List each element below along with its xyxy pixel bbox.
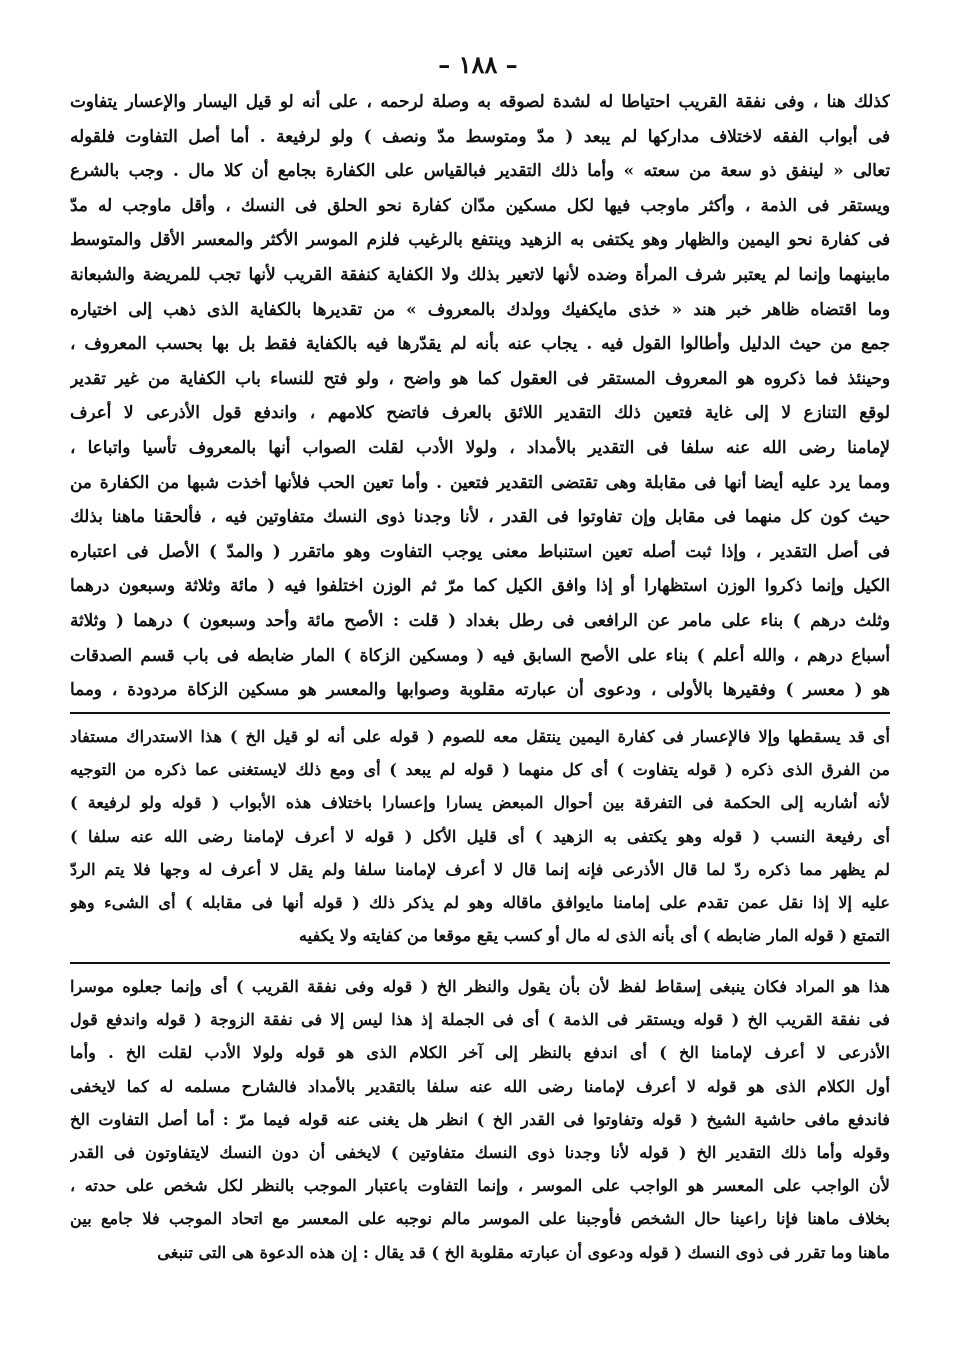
main-line: لإمامنا رضى الله عنه سلفا فى التقدير بالأمداد ، ولولا الأدب لقلت الصواب أنها بالمعروف تأسيا واتباعا ، [70,436,890,457]
main-line: لوقع التنازع لا إلى غاية فتعين ذلك التقدير اللائق بالعرف فاتضح كلامهم ، واندفع قول الأذرعى لا أعرف [70,402,890,423]
note1-line: أى رفيعة النسب ( قوله وهو يكتفى به الزهيد ) أى قليل الأكل ( قوله لا أعرف لإمامنا رضى الله عنه سلفا ) [70,826,890,846]
note1-line: أى قد يسقطها وإلا فالإعسار فى كفارة اليمين ينتقل معه للصوم ( قوله على أنه لو قيل الخ ) هذا الاستدراك مستفاد [70,727,890,746]
note2-line: الأذرعى لا أعرف لإمامنا الخ ) أى اندفع بالنظر إلى آخر الكلام الذى هو قوله ولولا الأدب لقلت الخ . وأما [70,1043,890,1063]
main-line: جمع من حيث الدليل وأطالوا القول فيه . يجاب عنه بأنه لم يقدّرها فيه بالكفاية فقط بل بها بحسب المعروف ، [70,333,890,354]
note2-line: بخلاف ماهنا فإنا راعينا حال الشخص فأوجبنا على الموسر مالم نوجبه على المعسر مع اتحاد الموجب فلا جامع بين [70,1209,890,1229]
main-line: فى كفارة نحو اليمين والظهار وهو يكتفى به الزهيد وينتفع بالرغيب فلزم الموسر الأكثر والمعسر الأقل والمتوسط [70,229,890,250]
main-line: تعالى « لينفق ذو سعة من سعته » وأما ذلك التقدير فبالقياس على الكفارة بجامع أن كلا مال . وجب بالشرع [70,160,890,181]
note1-line: التمتع ( قوله المار ضابطه ) أى بأنه الذى له مال أو كسب يقع موقعا من كفايته ولا يكفيه [299,926,890,946]
commentary-block-first [70,720,890,952]
note2-line: لأن الواجب على المعسر هو الواجب على الموسر ، وإنما التفاوت باعتبار الموجب بالنظر لكل شخص على حدته ، [70,1176,890,1196]
note2-line: ماهنا وما تقرر فى ذوى النسك ( قوله ودعوى أن عبارته مقلوبة الخ ) قد يقال : إن هذه الدعوة هى التى تنبغى [157,1242,890,1262]
page-number: – ١٨٨ – [438,50,518,79]
main-line: وما اقتضاه ظاهر خبر هند « خذى مايكفيك وولدك بالمعروف » من تقديرها بالكفاية الذى ذهب إلى اختياره [70,298,890,319]
main-line: هو ( معسر ) وفقيرها بالأولى ، ودعوى أن عبارته مقلوبة وصوابها والمعسر هو مسكين الزكاة مردودة ، ومما [70,679,890,700]
main-text-block [70,84,890,707]
note2-line: فى نفقة القريب الخ ( قوله ويستقر فى الذمة ) أى فى الجملة إذ هذا ليس إلا فى نفقة الزوجة ( قوله واندفع قول [70,1010,890,1030]
footnote-divider-bottom [70,962,890,964]
footnote-divider-top [70,712,890,714]
note2-line: وقوله وأما ذلك التقدير الخ ( قوله لأنا وجدنا ذوى النسك متفاوتين ) لايخفى أن دون النسك لايتفاوتون فى القدر [70,1142,890,1162]
main-line: وثلث درهم ) بناء على مامر عن الرافعى فى رطل بغداد ( قلت : الأصح مائة وأحد وسبعون ) درهما ( وثلاثة [70,609,890,630]
note2-line: فاندفع مافى حاشية الشيخ ( قوله وتفاوتوا فى القدر الخ ) انظر هل يغنى عنه قوله فيما مرّ : أما أصل التفاوت الخ [70,1109,890,1129]
note2-line: هذا هو المراد فكان ينبغى إسقاط لفظ لأن بأن يقول والنظر الخ ( قوله وفى نفقة القريب ) أى وإنما جعلوه موسرا [70,977,890,996]
main-line: وحينئذ فما ذكروه هو المعروف المستقر فى العقول كما هو واضح ، ولو فتح للنساء باب الكفاية من غير تقدير [70,367,890,388]
main-line: فى أبواب الفقه لاختلاف مداركها لم يبعد ( مدّ ومتوسط مدّ ونصف ) ولو لرفيعة . أما أصل التفاوت فلقوله [70,125,890,146]
main-line: حيث كون كل منهما فى مقابل وإن تفاوتوا فى القدر ، لأنا وجدنا ذوى النسك متفاوتين فيه ، فألحقنا ماهنا بذلك [70,506,890,527]
main-line: ويستقر فى الذمة ، وأكثر ماوجب فيها لكل مسكين مدّان كفارة نحو الحلق فى النسك ، وأقل ماوجب له مدّ [70,194,890,215]
main-line: الكيل وإنما ذكروا الوزن استظهارا أو إذا وافق الكيل كما مرّ ثم الوزن اختلفوا فيه ( مائة وثلاثة وسبعون درهما [70,575,890,596]
note2-line: أول الكلام الذى هو قوله لا أعرف لإمامنا رضى الله عنه سلفا بالتقدير بالأمداد فالشارح مسلمه له كما لايخفى [70,1076,890,1096]
note1-line: لأنه أشاربه إلى الحكمة فى التفرقة بين أحوال المبعض يسارا وإعسارا باختلاف هذه الأبواب ( قوله ولو لرفيعة ) [70,793,890,813]
main-line: أسباع درهم ، والله أعلم ) بناء على الأصح السابق فيه ( ومسكين الزكاة ) المار ضابطه فى باب قسم الصدقات [70,644,890,665]
main-line: كذلك هنا ، وفى نفقة القريب احتياطا له لشدة لصوقه به وصلة لرحمه ، على أنه لو قيل اليسار والإعسار يتفاوت [70,91,890,111]
commentary-block-second [70,970,890,1269]
main-line: ومما يرد عليه أيضا أنها فى مقابلة وهى تقتضى التقدير فتعين . وأما تعين الحب فلأنها أخذت شبها من الكفارة من [70,471,890,492]
note1-line: لم يظهر مما ذكره ردّ لما قال الأذرعى فإنه إنما قال لا أعرف لإمامنا سلفا ولم يقل لا أعرف له وجها فلا يتم الردّ [70,859,890,879]
note1-line: من الفرق الذى ذكره ( قوله يتفاوت ) أى كل منهما ( قوله لم يبعد ) أى ومع ذلك لايستغنى عما ذكره من التوجيه [70,760,890,780]
main-line: مابينهما وإنما لم يعتبر شرف المرأة وضده لأنها لاتعير بذلك ولا الكفاية كنفقة القريب لأنها تجب للمريضة والشبعانة [70,263,890,284]
main-line: فى أصل التقدير ، وإذا ثبت أصله تعين استنباط معنى يوجب التفاوت وهو ماتقرر ( والمدّ ) الأصل فى اعتباره [70,540,890,561]
note1-line: عليه إلا إذا نقل عمن تقدم على إمامنا مايوافق ماقاله وهو لم يذكر ذلك ( قوله أنها فى مقابله ) أى الشىء وهو [70,892,890,912]
